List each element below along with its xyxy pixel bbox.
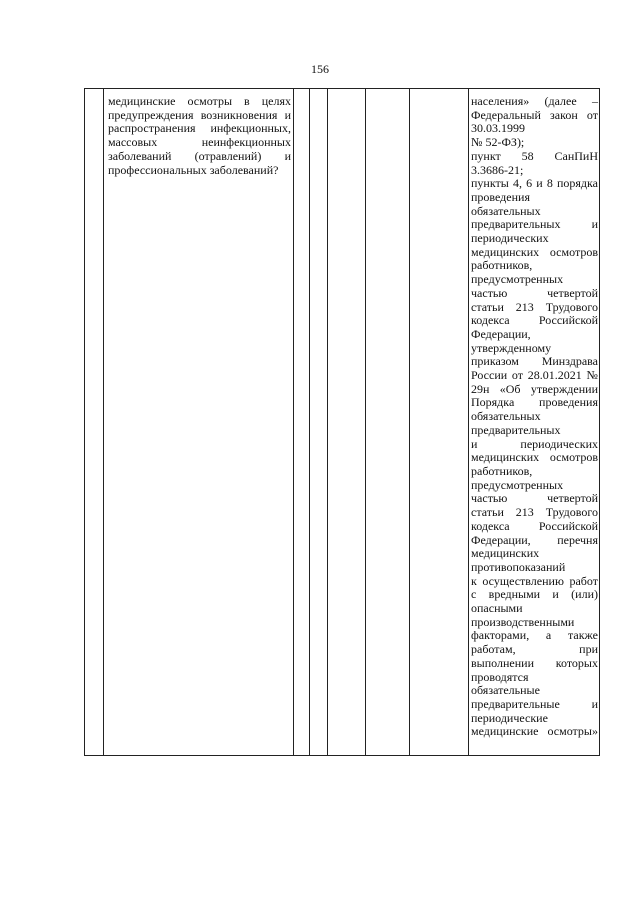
- legal-basis-line: предварительные и: [471, 696, 598, 711]
- legal-basis-line: медицинских осмотров: [471, 244, 598, 259]
- page-number: 156: [311, 62, 329, 76]
- legal-basis-line: опасными: [471, 601, 523, 616]
- legal-basis-line: периодических: [471, 231, 549, 246]
- legal-basis-cell: [469, 89, 600, 756]
- legal-basis-line: обязательных: [471, 203, 541, 218]
- legal-basis-line: России от 28.01.2021 №: [471, 368, 598, 383]
- legal-basis-line: 29н «Об утверждении: [471, 381, 598, 396]
- legal-basis-line: к осуществлению работ: [471, 573, 598, 588]
- description-line: предупреждения возникновения и: [108, 107, 291, 122]
- answer-extra-cell: [366, 89, 410, 756]
- legal-basis-line: медицинских осмотров: [471, 450, 598, 465]
- legal-basis-line: статьи 213 Трудового: [471, 299, 598, 314]
- legal-basis-line: обязательных: [471, 409, 541, 424]
- legal-basis-line: факторами, а также: [471, 628, 598, 643]
- answer-yes-cell: [294, 89, 310, 756]
- legal-basis-line: выполнении которых: [471, 655, 598, 670]
- requirements-table: [84, 88, 600, 756]
- legal-basis-line: проводятся: [471, 669, 529, 684]
- legal-basis-line: медицинских: [471, 546, 540, 561]
- legal-basis: [469, 89, 599, 739]
- legal-basis-line: 3.3686-21;: [471, 162, 524, 177]
- legal-basis-line: предусмотренных: [471, 477, 564, 492]
- legal-basis-line: предварительных: [471, 422, 561, 437]
- legal-basis-line: статьи 213 Трудового: [471, 505, 598, 520]
- requirement-description: [104, 89, 293, 177]
- description-line: распространения инфекционных,: [108, 121, 291, 136]
- legal-basis-line: пункт 58 СанПиН: [471, 148, 598, 163]
- legal-basis-line: Порядка проведения: [471, 395, 598, 410]
- legal-basis-line: противопоказаний: [471, 559, 566, 574]
- answer-not-applicable-cell: [328, 89, 366, 756]
- legal-basis-line: утвержденному: [471, 340, 552, 355]
- comment-cell: [410, 89, 469, 756]
- legal-basis-line: Федерации, перечня: [471, 532, 598, 547]
- legal-basis-line: работам, при: [471, 642, 598, 657]
- legal-basis-line: предварительных и: [471, 217, 598, 232]
- legal-basis-line: работников,: [471, 258, 533, 273]
- legal-basis-line: частью четвертой: [471, 491, 598, 506]
- legal-basis-line: с вредными и (или): [471, 587, 598, 602]
- legal-basis-line: периодические: [471, 710, 548, 725]
- answer-no-cell: [310, 89, 328, 756]
- legal-basis-line: предусмотренных: [471, 272, 564, 287]
- legal-basis-line: 30.03.1999: [471, 121, 525, 136]
- legal-basis-line: № 52-ФЗ);: [471, 135, 525, 150]
- legal-basis-line: обязательные: [471, 683, 540, 698]
- legal-basis-line: Федеральный закон от: [471, 107, 598, 122]
- legal-basis-line: работников,: [471, 463, 533, 478]
- description-line: массовых неинфекционных: [108, 135, 291, 150]
- legal-basis-line: населения» (далее –: [471, 94, 598, 108]
- description-line: заболеваний (отравлений) и: [108, 148, 291, 163]
- legal-basis-line: кодекса Российской: [471, 313, 598, 328]
- table-row: [85, 89, 600, 756]
- legal-basis-line: пункты 4, 6 и 8 порядка: [471, 176, 598, 191]
- description-line: медицинские осмотры в целях: [108, 94, 291, 108]
- legal-basis-line: и периодических: [471, 436, 598, 451]
- legal-basis-line: частью четвертой: [471, 285, 598, 300]
- legal-basis-line: медицинские осмотры»: [471, 724, 598, 739]
- row-number-cell: [85, 89, 104, 756]
- requirement-description-cell: [104, 89, 294, 756]
- description-line: профессиональных заболеваний?: [108, 162, 279, 177]
- legal-basis-line: приказом Минздрава: [471, 354, 598, 369]
- legal-basis-line: проведения: [471, 189, 530, 204]
- legal-basis-line: кодекса Российской: [471, 518, 598, 533]
- legal-basis-line: производственными: [471, 614, 575, 629]
- legal-basis-line: Федерации,: [471, 326, 531, 341]
